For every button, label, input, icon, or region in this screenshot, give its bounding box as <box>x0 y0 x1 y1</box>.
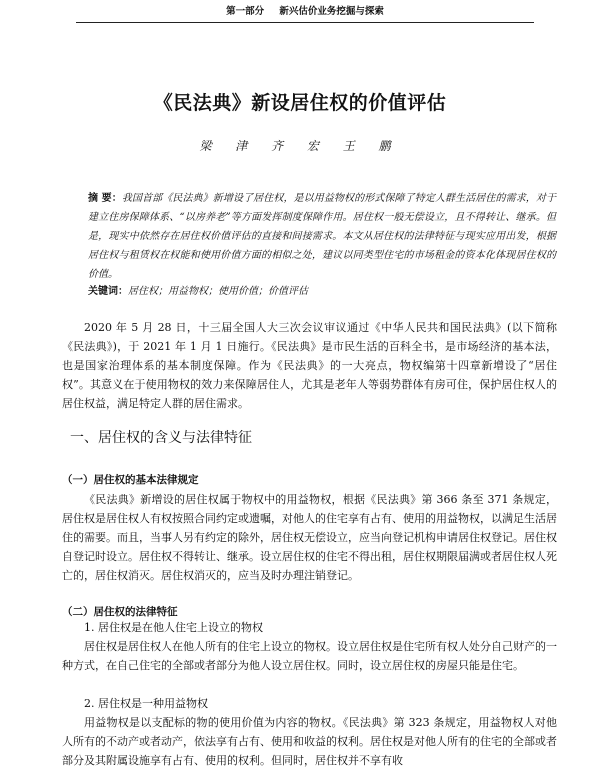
section-heading: 一、居住权的含义与法律特征 <box>70 430 252 446</box>
keywords-label: 关键词： <box>88 286 128 297</box>
item-1-title: 1. 居住权是在他人住宅上设立的物权 <box>84 621 263 634</box>
item-2-title: 2. 居住权是一种用益物权 <box>84 697 208 710</box>
keywords-text: 居住权；用益物权；使用价值；价值评估 <box>128 286 308 297</box>
item-2-paragraph: 用益物权是以支配标的物的使用价值为内容的物权。《民法典》第 323 条规定，用益物权人对他人所有的不动产或者动产，依法享有占有、使用和收益的权利。居住权是对他人所有的住宅的全部或者部分及其附属设施享有占有、使用的权利。但同时，居住权并不享有收 <box>62 716 557 767</box>
intro-paragraph: 2020 年 5 月 28 日，十三届全国人大三次会议审议通过《中华人民共和国民法典》(以下简称《民法典》)，于 2021 年 1 月 1 日施行。《民法典》是市民生活的百科全书，是市场经济的基本法，也是国家治理体系的基本制度保障。作为《民法典》的一大亮点，物权编第十四章新增设了“居住权”。其意义在于使用物权的效力来保障居住人，尤其是老年人等弱势群体有房可住，保护居住权人的居住权益，满足特定人群的居住需求。 <box>62 321 557 410</box>
subsection-heading-2: （二）居住权的法律特征 <box>62 606 178 618</box>
item-1-paragraph: 居住权是居住权人在他人所有的住宅上设立的物权。设立居住权是住宅所有权人处分自己财产的一种方式，在自己住宅的全部或者部分为他人设立居住权。同时，设立居住权的房屋只能是住宅。 <box>62 640 557 672</box>
abstract <box>88 189 556 284</box>
header-topic: 新兴估价业务挖掘与探索 <box>279 6 384 17</box>
subsection-1-paragraph: 《民法典》新增设的居住权属于物权中的用益物权，根据《民法典》第 366 条至 371 条规定，居住权是居住权人有权按照合同约定或遗嘱，对他人的住宅享有占有、使用的用益物权，以满足生活居住的需要。而且，当事人另有约定的除外，居住权无偿设立，应当向登记机构申请居住权登记。居住权自登记时设立。居住权不得转让、继承。设立居住权的住宅不得出租，居住权期限届满或者居住权人死亡的，居住权消灭。居住权消灭的，应当及时办理注销登记。 <box>62 493 557 582</box>
running-header <box>76 4 534 23</box>
subsection-heading-1: （一）居住权的基本法律规定 <box>62 474 199 486</box>
article-title: 《民法典》新设居住权的价值评估 <box>153 92 447 114</box>
abstract-text: 我国首部《民法典》新增设了居住权，是以用益物权的形式保障了特定人群生活居住的需求，对于建立住房保障体系、“以房养老”等方面发挥制度保障作用。居住权一般无偿设立，且不得转让、继承。但是，现实中依然存在居住权价值评估的直接和间接需求。本文从居住权的法律特征与现实应用出发，根据居住权与租赁权在权能和使用价值方面的相似之处，建议以同类型住宅的市场租金的资本化体现居住权的价值。 <box>88 193 556 280</box>
abstract-label: 摘 要： <box>88 193 122 204</box>
author-list: 梁 津 齐 宏 王 鹏 <box>199 139 401 153</box>
header-part: 第一部分 <box>226 6 265 17</box>
keywords <box>88 284 556 300</box>
